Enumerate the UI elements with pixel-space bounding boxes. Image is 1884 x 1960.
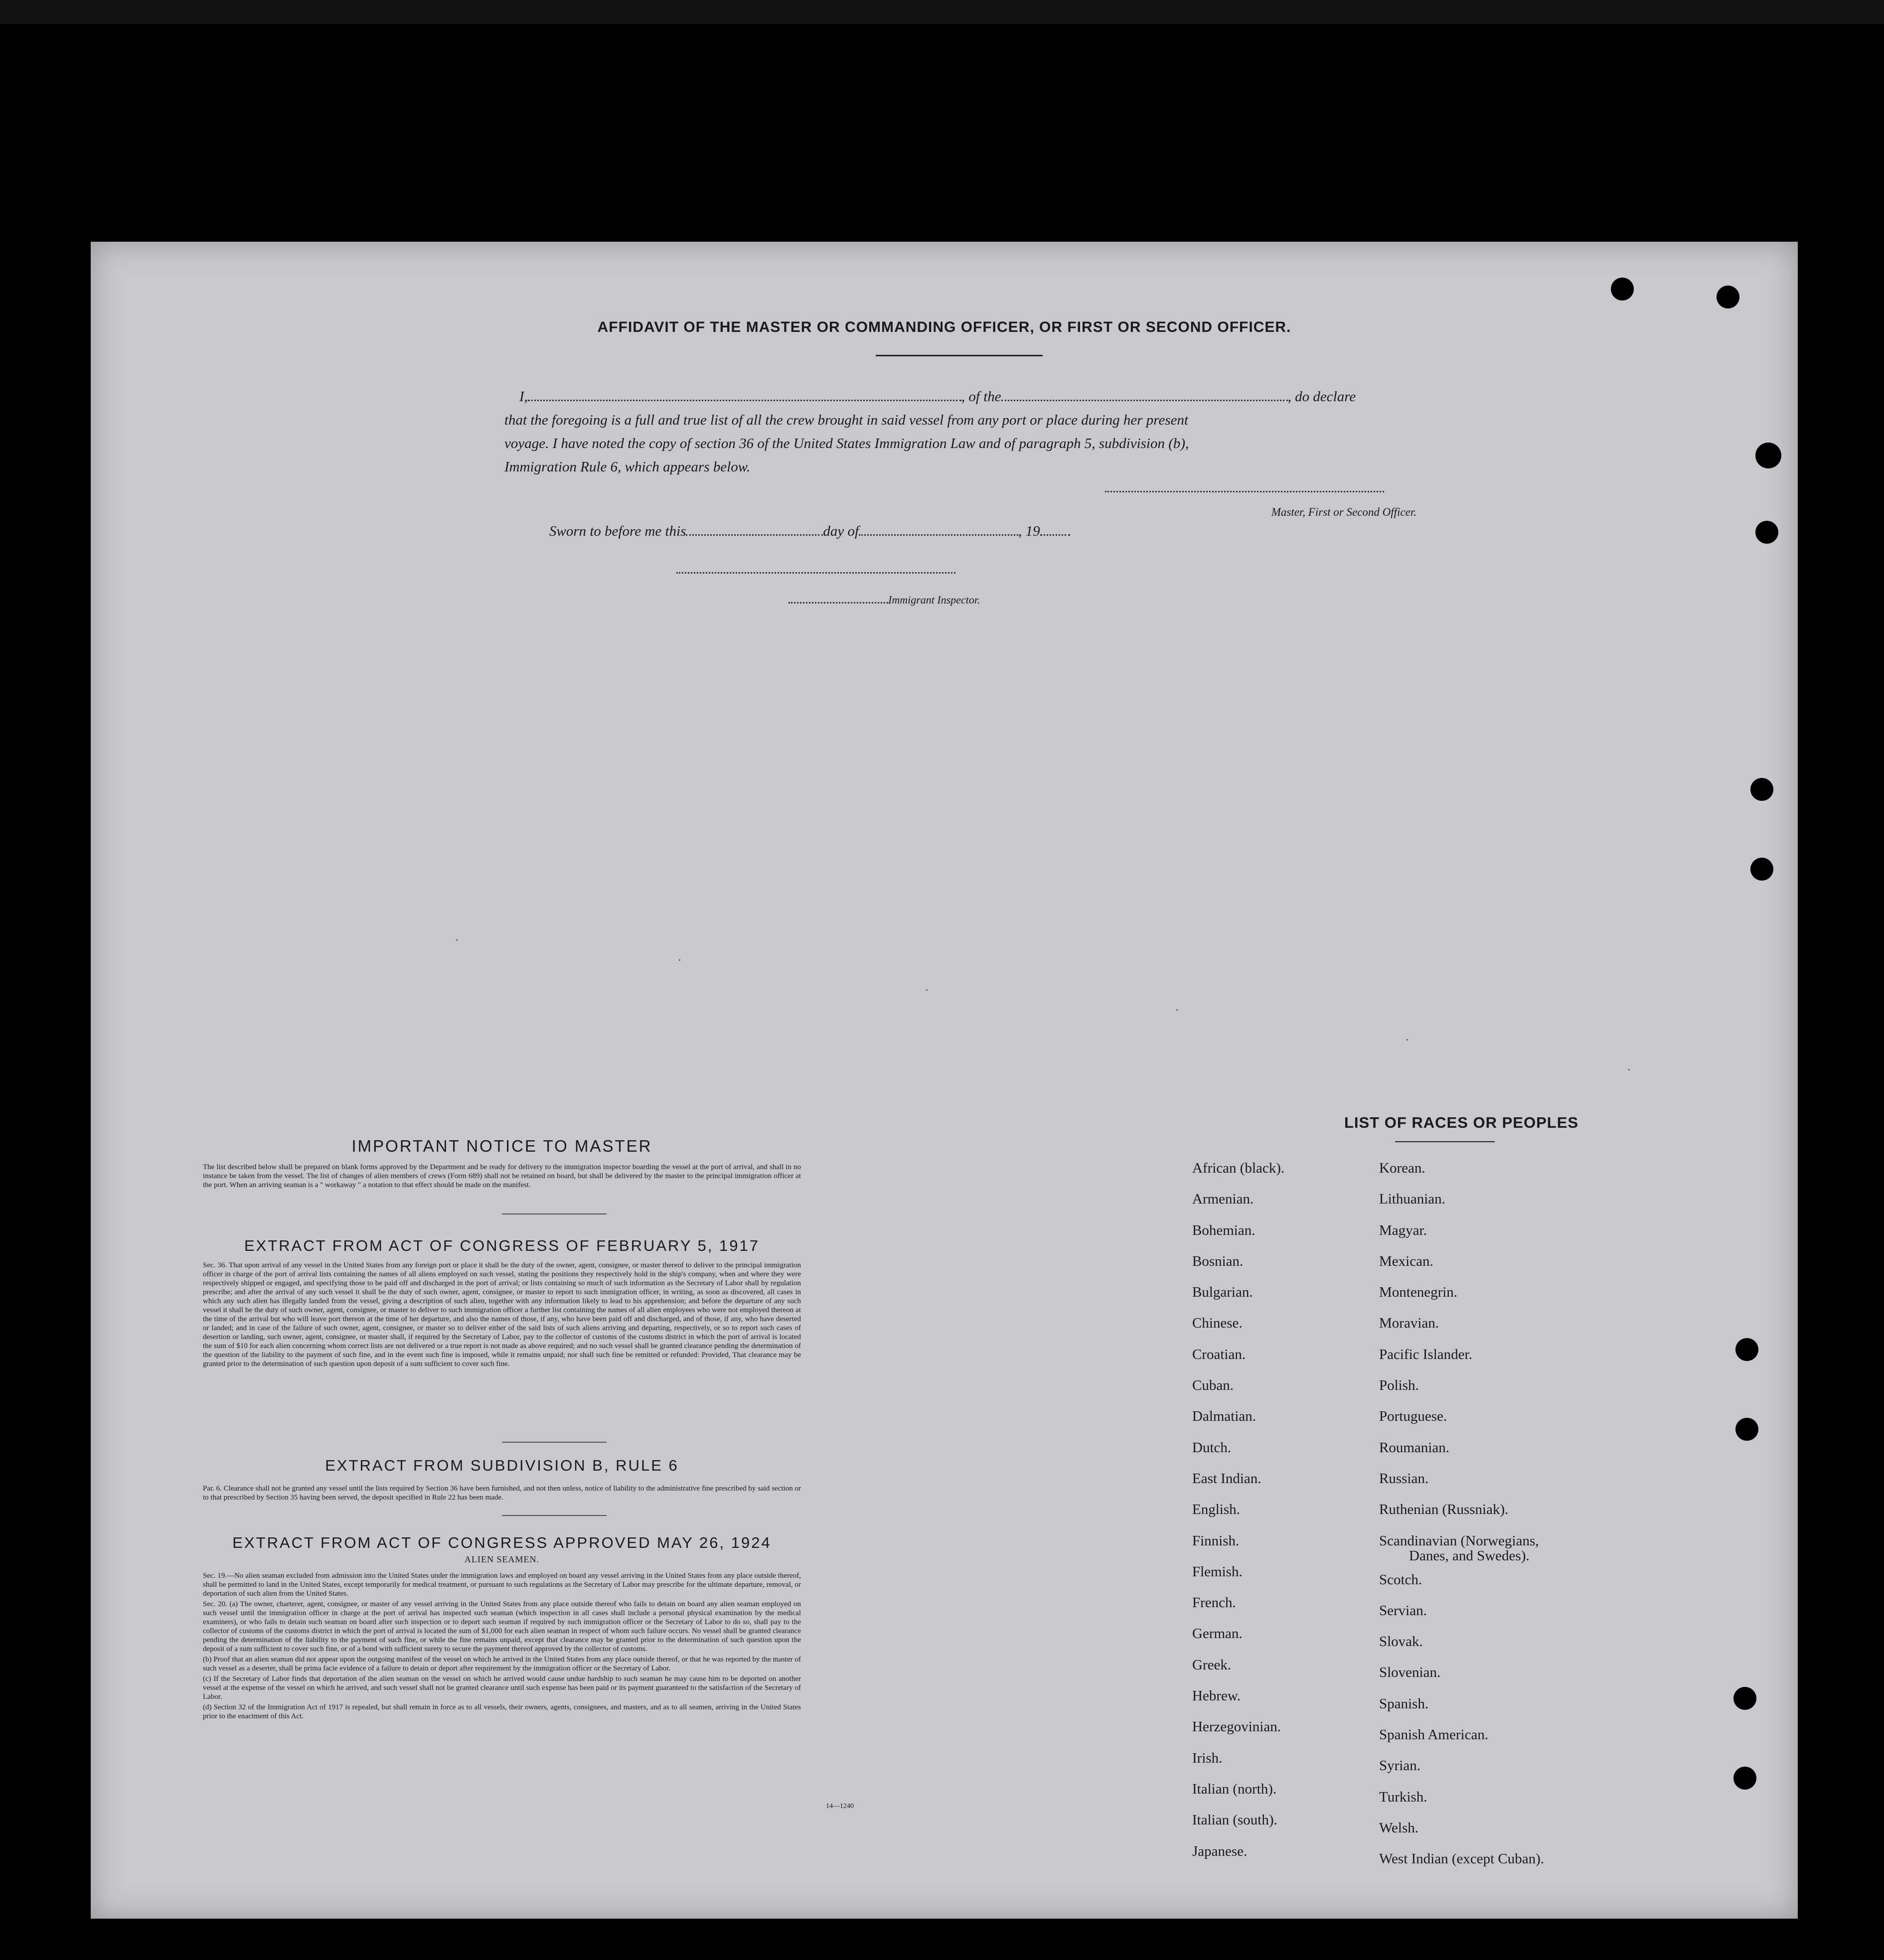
extract-1924-subtitle: ALIEN SEAMEN. [465,1554,539,1564]
section-divider [502,1213,607,1214]
extract-rule6-title: EXTRACT FROM SUBDIVISION B, RULE 6 [325,1457,679,1474]
extract-1917-text: Sec. 36. That upon arrival of any vessel in the United States from any foreign port or place it shall be the duty of the owner, agent, consignee, or master thereof to deliver to the principal immigration officer in charge of the port of arrival lists containing the names of all aliens employed on such vessel, stating the positions they respectively hold in the ship's company, when and where they were respectively shipped or engaged, and specifying those to be paid off and discharged in the port of arrival; or lists containing so much of such information as the Secretary of Labor shall by regulation prescribe; and after the arrival of any such vessel it shall be the duty of such owner, agent, consignee, or master to report to such immigration officer, in writing, as soon as discovered, all cases in which any such alien has illegally landed from the vessel, giving a description of such alien, together with any information likely to lead to his apprehension; and before the departure of any such vessel it shall be the duty of such owner, agent, consignee, or master to deliver to such immigration officer a further list containing the names of all alien employees who were not employed thereon at the time of the arrival but who will leave port thereon at the time of her departure, and also the names of those, if any, who have been paid off and discharged, and of those, if any, who have deserted or landed; and in case of the failure of such owner, agent, consignee, or master so to deliver either of the said lists of such aliens arriving and departing, respectively, or so to report such cases of desertion or landing, such owner, agent, consignee, or master shall, if required by the Secretary of Labor, pay to the collector of customs of the customs district in which the port of arrival is located the sum of $10 for each alien concerning whom correct lists are not delivered or a true report is not made as above required; and no such vessel shall be granted clearance pending the determination of the question of the liability to the payment of such fine, and in the event such fine is imposed, while it remains unpaid; nor shall such fine be remitted or refunded: Provided, That clearance may be granted prior to the determination of such question upon deposit of a sum sufficient to cover such fine. [203,1261,801,1368]
punch-hole [1750,778,1773,801]
officer-signature-caption: Master, First or Second Officer. [1271,506,1416,518]
affidavit-i: I, [519,389,528,405]
race-item: Scandinavian (Norwegians, [1379,1532,1539,1549]
guide-dot [1628,1069,1630,1070]
punch-hole [1755,443,1781,468]
sec20b-text: (b) Proof that an alien seaman did not appear upon the outgoing manifest of the vessel on which he arrived in the United States from any place outside thereof, or that he was reported by the master of such vessel as a deserter, shall be prima facie evidence of a failure to detain or deport after requirement by the immigration officer or the Secretary of Labor. [203,1656,801,1672]
race-item: French. [1192,1595,1236,1611]
affidavit-line-1 [504,385,1416,409]
sec19-text: Sec. 19.—No alien seaman excluded from admission into the United States under the immigration laws and employed on board any vessel arriving in the United States from any place outside thereof, shall be permitted to land in the United States, except temporarily for medical treatment, or pursuant to such regulations as the Secretary of Labor may prescribe for the ultimate departure, removal, or deportation of such alien from the United States. [203,1572,801,1598]
month-blank[interactable] [859,534,1018,536]
affidavit-of-the: , of the [961,389,1001,405]
races-right-column [1379,1153,1544,1875]
race-item: Slovenian. [1379,1664,1441,1681]
race-item: Pacific Islander. [1379,1346,1472,1362]
race-item: East Indian. [1192,1470,1261,1487]
guide-dot [1407,1039,1408,1041]
races-title-rule [1395,1141,1495,1142]
year-blank[interactable] [1040,534,1070,536]
officer-signature-line[interactable] [1105,491,1384,492]
race-item: Lithuanian. [1379,1191,1445,1207]
race-item: Syrian. [1379,1758,1420,1774]
affidavit-body [504,385,1416,479]
race-item: Dutch. [1192,1439,1232,1456]
scanner-top-edge [0,0,1884,24]
form-page [91,242,1798,1919]
guide-dot [1176,1009,1178,1011]
race-item: Bohemian. [1192,1222,1256,1238]
sworn-day-of: day of [823,523,859,539]
inspector-blank[interactable] [788,602,888,603]
section-divider [502,1515,607,1516]
race-item: Korean. [1379,1160,1425,1176]
race-item: Servian. [1379,1602,1427,1619]
title-rule [876,355,1043,356]
vessel-blank[interactable] [1001,400,1288,401]
race-item: Turkish. [1379,1789,1427,1805]
races-left-column [1192,1153,1284,1867]
extract-1924-body [203,1571,801,1721]
race-item: Armenian. [1192,1191,1254,1207]
race-item: Herzegovinian. [1192,1719,1281,1735]
race-item: English. [1192,1502,1240,1518]
race-item: Moravian. [1379,1315,1439,1332]
notice-title: IMPORTANT NOTICE TO MASTER [351,1137,652,1155]
punch-hole [1611,278,1634,301]
punch-hole [1755,521,1778,544]
sworn-year: , 19 [1018,523,1040,539]
race-item: Magyar. [1379,1222,1427,1238]
race-item: Russian. [1379,1470,1429,1487]
inspector-caption [788,594,980,606]
form-number: 14—1240 [826,1803,854,1810]
race-item: Irish. [1192,1750,1223,1766]
guide-dot [926,989,928,991]
race-item: Japanese. [1192,1843,1248,1859]
affidavit-title: AFFIDAVIT OF THE MASTER OR COMMANDING OFFICER, OR FIRST OR SECOND OFFICER. [597,319,1291,335]
race-item: West Indian (except Cuban). [1379,1851,1545,1867]
punch-hole [1733,1767,1756,1790]
punch-hole [1735,1418,1758,1441]
race-item: Croatian. [1192,1346,1246,1362]
race-item: Ruthenian (Russniak). [1379,1502,1509,1518]
affidavit-line-3: voyage. I have noted the copy of section 36 of the United States Immigration Law and of paragraph 5, subdivision (b), [504,436,1189,452]
race-item: Slovak. [1379,1634,1423,1650]
race-item: African (black). [1192,1160,1285,1176]
punch-hole [1735,1338,1758,1361]
race-item: Scotch. [1379,1571,1422,1588]
punch-hole [1733,1687,1756,1710]
affidavit-do-declare: , do declare [1287,389,1356,405]
race-item: Finnish. [1192,1532,1240,1549]
guide-dot [456,939,458,941]
notice-text: The list described below shall be prepared on blank forms approved by the Department and be ready for delivery to the immigration inspector boarding the vessel at the port of arrival, and shall in no instance be taken from the vessel. The list of changes of alien members of crews (Form 689) shall not be retained on board, but shall be delivered by the master to the principal immigration officer at the port. When an arriving seaman is a " workaway " a notation to that effect should be made on the manifest. [203,1163,801,1189]
race-item: Montenegrin. [1379,1284,1458,1301]
sec20d-text: (d) Section 32 of the Immigration Act of 1917 is repealed, but shall remain in force as to all vessels, their owners, agents, consignees, and masters, and as to all seamen, arriving in the United States prior to the enactment of this Act. [203,1703,801,1720]
race-item: Spanish. [1379,1695,1429,1712]
punch-hole [1717,286,1739,308]
race-item: German. [1192,1626,1243,1642]
race-item: Bulgarian. [1192,1284,1253,1301]
name-blank[interactable] [528,400,961,401]
race-item: Roumanian. [1379,1439,1449,1456]
race-item: Portuguese. [1379,1408,1447,1425]
race-item: Spanish American. [1379,1727,1489,1743]
race-item: Danes, and Swedes). [1409,1547,1530,1564]
races-title: LIST OF RACES OR PEOPLES [1344,1114,1579,1131]
affidavit-line-4: Immigration Rule 6, which appears below. [504,459,751,475]
section-divider [502,1442,607,1443]
race-item: Dalmatian. [1192,1408,1256,1425]
race-item: Polish. [1379,1377,1419,1394]
affidavit-line-2: that the foregoing is a full and true list of all the crew brought in said vessel from any port or place during her present [504,412,1189,428]
guide-dot [679,959,680,961]
race-item: Bosnian. [1192,1253,1244,1269]
day-blank[interactable] [686,534,823,536]
sworn-line [549,523,1070,540]
race-item: Hebrew. [1192,1688,1241,1704]
punch-hole [1750,858,1773,881]
race-item: Chinese. [1192,1315,1243,1332]
race-item: Flemish. [1192,1563,1243,1580]
race-item: Italian (north). [1192,1781,1277,1797]
inspector-caption-text: Immigrant Inspector. [888,594,980,606]
race-item: Cuban. [1192,1377,1234,1394]
race-item: Welsh. [1379,1819,1419,1836]
sec20c-text: (c) If the Secretary of Labor finds that deportation of the alien seaman on the vessel on which he arrived would cause undue hardship to such seaman he may cause him to be deported on another vessel at the expense of the vessel on which he arrived, and such vessel shall not be granted clearance until such expense has been paid or its payment guaranteed to the satisfaction of the Secretary of Labor. [203,1675,801,1701]
sworn-prefix: Sworn to before me this [549,523,686,539]
inspector-signature-line[interactable] [676,572,955,574]
extract-1924-title: EXTRACT FROM ACT OF CONGRESS APPROVED MAY 26, 1924 [232,1534,772,1551]
sec20a-text: Sec. 20. (a) The owner, charterer, agent, consignee, or master of any vessel arriving in the United States from any place outside thereof who fails to detain on board any alien seaman employed on such vessel until the immigration officer in charge at the port of arrival has inspected such seaman (which inspection in all cases shall include a personal physical examination by the medical examiners), or who fails to detain such seaman on board after such inspection or to deport such seaman if required by such immigration officer or the Secretary of Labor to do so, shall pay to the collector of customs of the customs district in which the port of arrival is located the sum of $1,000 for each alien seaman in respect of whom such failure occurs. No vessel shall be granted clearance pending the determination of the liability to the payment of such fine, or while the fine remains unpaid, except that clearance may be granted prior to the determination of such question upon the deposit of a sum sufficient to cover such fine, or of a bond with sufficient surety to secure the payment thereof approved by the collector of customs. [203,1600,801,1653]
extract-rule6-text: Par. 6. Clearance shall not be granted any vessel until the lists required by Section 36 have been furnished, and not then unless, notice of liability to the administrative fine prescribed by said section or to that prescribed by Section 35 having been served, the deposit specified in Rule 22 has been made. [203,1485,801,1502]
race-item: Italian (south). [1192,1812,1277,1828]
extract-1917-title: EXTRACT FROM ACT OF CONGRESS OF FEBRUARY 5, 1917 [244,1237,760,1254]
race-item: Greek. [1192,1657,1232,1673]
race-item: Mexican. [1379,1253,1433,1269]
